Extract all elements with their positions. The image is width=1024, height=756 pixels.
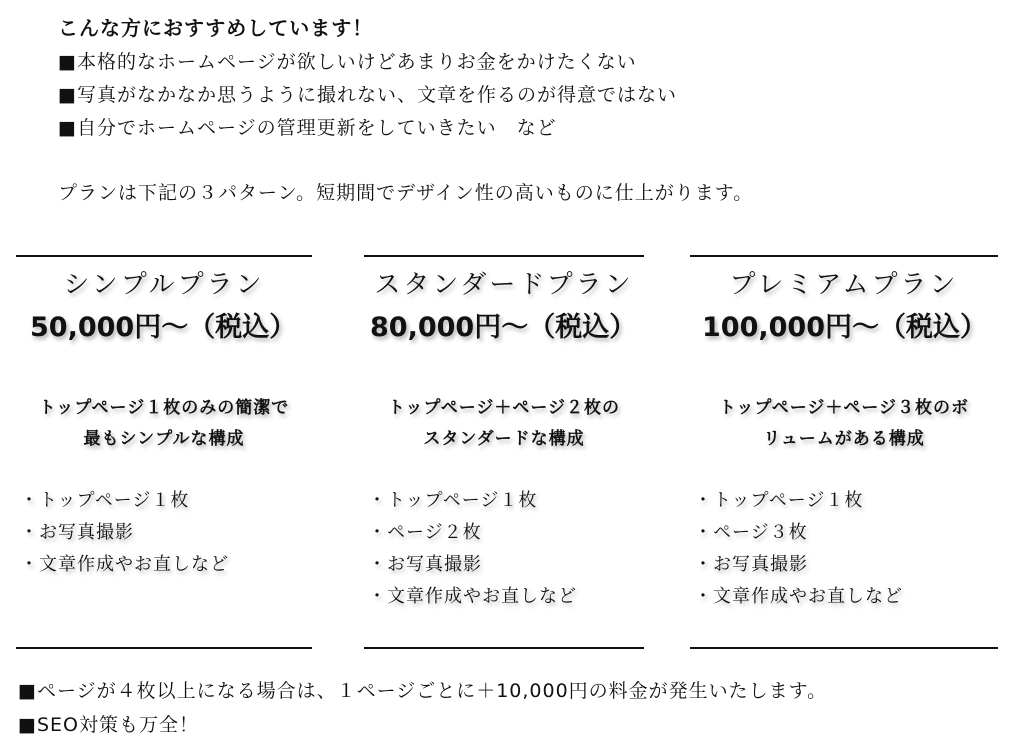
- plan-price: 100,000円〜（税込）: [702, 312, 987, 343]
- plan-feature: ・文章作成やお直しなど: [20, 554, 229, 575]
- plan-feature: ・トップページ１枚: [694, 490, 864, 511]
- plan-feature-list: [364, 485, 644, 613]
- footer-note: ■ページが４枚以上になる場合は、１ページごとに＋10,000円の料金が発生いたします。: [18, 680, 828, 702]
- plan-feature: ・トップページ１枚: [368, 490, 538, 511]
- plan-price: 50,000円〜（税込）: [30, 312, 297, 343]
- plan-feature: ・お写真撮影: [20, 522, 134, 543]
- plan-name: プレミアムプラン: [729, 270, 959, 300]
- plan-price: 80,000円〜（税込）: [370, 312, 637, 343]
- plan-feature: ・お写真撮影: [694, 554, 808, 575]
- intro-item: ■本格的なホームページが欲しいけどあまりお金をかけたくない: [58, 51, 637, 73]
- intro-heading: こんな方におすすめしています！: [58, 16, 374, 40]
- plans-lead-text: プランは下記の３パターン。短期間でデザイン性の高いものに仕上がります。: [58, 182, 754, 204]
- footer-note: ■SEO対策も万全！: [18, 714, 199, 736]
- plan-description: [690, 393, 998, 455]
- intro-section: [58, 14, 978, 210]
- plan-feature: ・文章作成やお直しなど: [694, 586, 903, 607]
- plan-feature: ・ページ２枚: [368, 522, 482, 543]
- plan-description: [16, 393, 312, 455]
- footer-notes: [18, 674, 1008, 742]
- plan-description-line: トップページ＋ページ２枚の: [387, 398, 621, 418]
- plan-feature-list: [690, 485, 998, 613]
- plan-name: シンプルプラン: [63, 270, 265, 300]
- plan-description: [364, 393, 644, 455]
- plan-description-line: スタンダードな構成: [423, 429, 585, 449]
- plan-feature: ・お写真撮影: [368, 554, 482, 575]
- intro-item: ■自分でホームページの管理更新をしていきたい など: [58, 117, 557, 139]
- plan-card-standard: [364, 255, 644, 649]
- plan-description-line: トップページ１枚のみの簡潔で: [38, 398, 290, 418]
- plan-feature: ・ページ３枚: [694, 522, 808, 543]
- plan-card-premium: [690, 255, 998, 649]
- plan-feature: ・文章作成やお直しなど: [368, 586, 577, 607]
- intro-item: ■写真がなかなか思うように撮れない、文章を作るのが得意ではない: [58, 84, 677, 106]
- plan-description-line: 最もシンプルな構成: [83, 429, 245, 449]
- plan-name: スタンダードプラン: [374, 270, 634, 300]
- plan-description-line: トップページ＋ページ３枚のボ: [718, 398, 970, 418]
- plan-feature-list: [16, 485, 312, 581]
- plan-card-simple: [16, 255, 312, 649]
- plan-description-line: リュームがある構成: [763, 429, 925, 449]
- plan-feature: ・トップページ１枚: [20, 490, 190, 511]
